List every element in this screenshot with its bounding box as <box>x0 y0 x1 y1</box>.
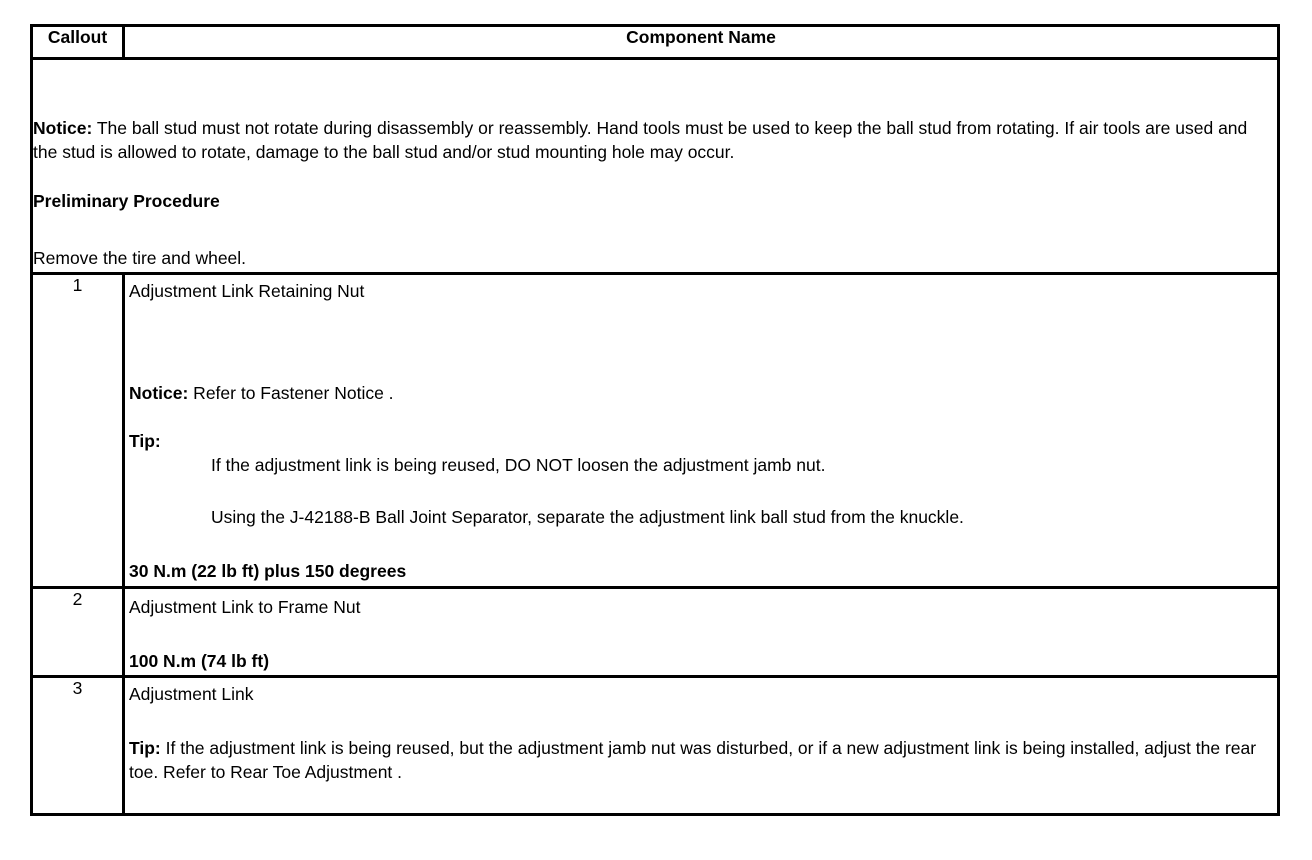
table-row <box>32 274 1279 588</box>
component-notice-1 <box>129 383 394 404</box>
preliminary-heading: Preliminary Procedure <box>33 191 220 211</box>
component-name-3: Adjustment Link <box>129 684 254 704</box>
component-notice-text-1: Refer to Fastener Notice . <box>188 383 394 403</box>
tip-1-b: Using the J-42188-B Ball Joint Separator, separate the adjustment link ball stud from the knuckle. <box>211 507 964 527</box>
intro-notice <box>33 116 1269 164</box>
callout-1: 1 <box>32 274 124 588</box>
intro-row <box>32 59 1279 274</box>
component-name-header: Component Name <box>124 26 1279 59</box>
component-name-1: Adjustment Link Retaining Nut <box>129 281 365 301</box>
component-cell-2 <box>124 588 1279 677</box>
table-row <box>32 677 1279 815</box>
intro-cell <box>32 59 1279 274</box>
torque-2: 100 N.m (74 lb ft) <box>129 651 270 671</box>
table-row <box>32 588 1279 677</box>
component-name-2: Adjustment Link to Frame Nut <box>129 597 361 617</box>
torque-1: 30 N.m (22 lb ft) plus 150 degrees <box>129 561 407 581</box>
component-tip-3 <box>129 736 1259 784</box>
callout-header: Callout <box>32 26 124 59</box>
tip-1-a: If the adjustment link is being reused, DO NOT loosen the adjustment jamb nut. <box>211 455 826 475</box>
callout-3: 3 <box>32 677 124 815</box>
preliminary-step: Remove the tire and wheel. <box>33 248 247 268</box>
component-notice-label-1: Notice: <box>129 383 189 403</box>
callout-2: 2 <box>32 588 124 677</box>
tip-label-3: Tip: <box>129 738 161 758</box>
intro-notice-label: Notice: <box>33 118 93 138</box>
component-cell-1 <box>124 274 1279 588</box>
component-cell-3 <box>124 677 1279 815</box>
tip-label-1: Tip: <box>129 431 161 451</box>
tip-text-3: If the adjustment link is being reused, but the adjustment jamb nut was disturbed, or if a new adjustment link is being installed, adjust the rear toe. Refer to Rear Toe Adjustment . <box>129 738 1257 782</box>
procedure-table <box>30 24 1280 816</box>
intro-notice-text: The ball stud must not rotate during disassembly or reassembly. Hand tools must be used to keep the ball stud from rotating. If air tools are used and the stud is allowed to rotate, damage to the ball stud and/or stud mounting hole may occur. <box>33 118 1248 162</box>
header-row <box>32 26 1279 59</box>
